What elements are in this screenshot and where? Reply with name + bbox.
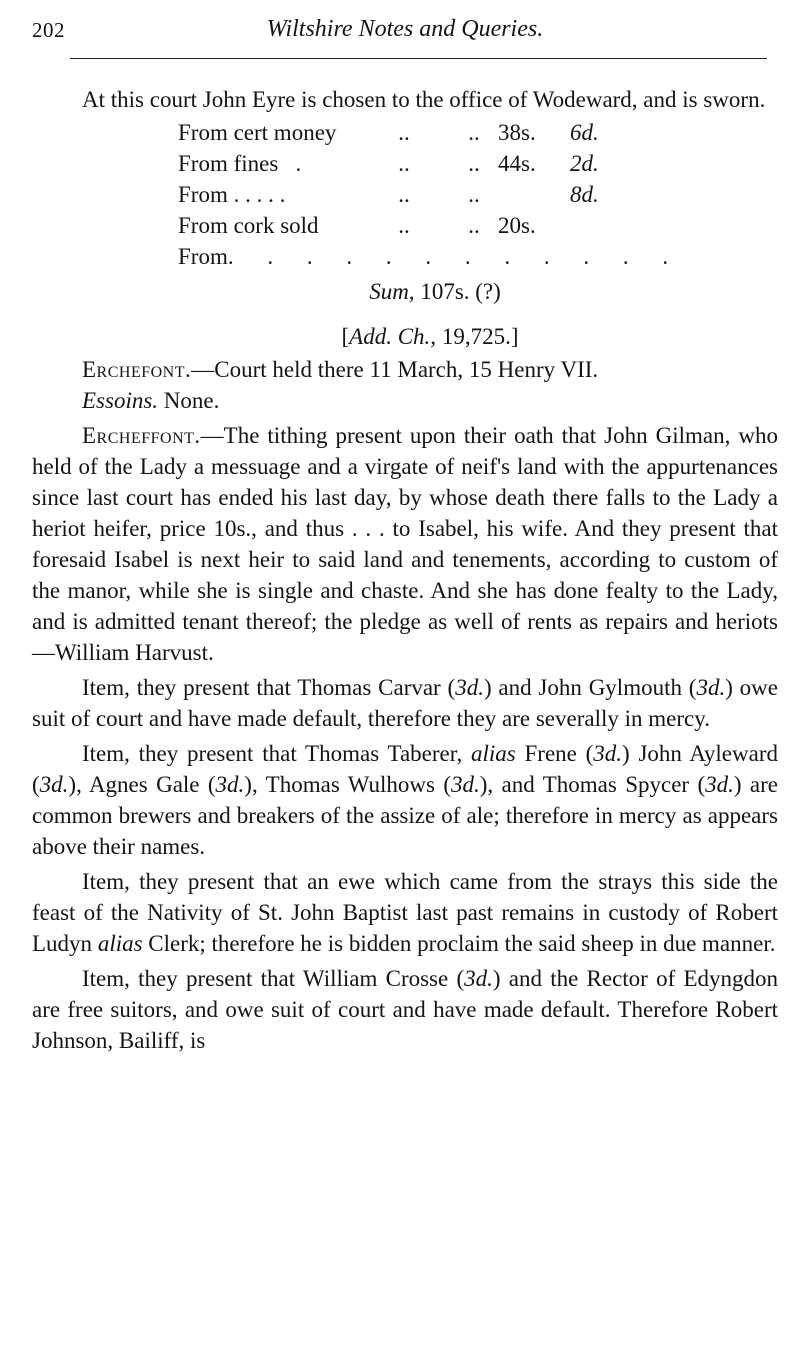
leader-dots: .. (468, 120, 480, 145)
shillings-value: 38s. (498, 120, 536, 145)
sum-value: 107s. (?) (420, 279, 501, 304)
reference-number: 19,725.] (441, 324, 519, 349)
leader-dots: .. (398, 151, 410, 176)
paragraph-crosse (32, 963, 778, 1056)
text-run: ) and John Gylmouth ( (483, 675, 697, 700)
account-label: From cork sold (178, 213, 319, 238)
leader-dots: .. (398, 213, 410, 238)
account-row (178, 241, 683, 272)
text-run: Item, they present that Thomas Taberer, (82, 741, 471, 766)
shillings-value: 20s. (498, 213, 536, 238)
court-place: Erchefont. (82, 357, 192, 382)
text-run: ) John Ayleward ( (32, 741, 778, 797)
leader-dots: .. (468, 213, 480, 238)
accounts-table (178, 117, 683, 272)
court-line (32, 354, 778, 385)
shillings-value: 44s. (498, 151, 536, 176)
text-run: Item, they present that Thomas Carvar ( (82, 675, 456, 700)
fine-amount: 3d. (593, 741, 623, 766)
paragraph-brewers (32, 738, 778, 862)
text-run: ), Agnes Gale ( (68, 772, 216, 797)
fine-amount: 3d. (705, 772, 734, 797)
text-run: Frene ( (515, 741, 594, 766)
court-text: —Court held there 11 March, 15 Henry VII. (191, 357, 599, 382)
fine-amount: 3d. (696, 675, 726, 700)
account-label: From cert money (178, 120, 337, 145)
alias-word: alias (471, 741, 516, 766)
pence-value: 6d. (570, 120, 599, 145)
account-row (178, 148, 648, 179)
paragraph-ewe (32, 866, 778, 959)
reference-line (32, 321, 778, 352)
account-row (178, 117, 648, 148)
page-number: 202 (32, 18, 65, 42)
paragraph-text: —The tithing present upon their oath that John Gilman, who held of the Lady a messuage and a virgate of neif's land with the appurtenances since last court has ended his last day, by whose death there falls to the Lady a heriot heifer, price 10s., and thus . . . to Isabel, his wife. And they present that foresaid Isabel is next heir to said land and tenements, according to custom of the manor, while she is single and chaste. And she has done fealty to the Lady, and is admitted tenant thereof; the pledge as well of rents as repairs and heriots—William Harvust. (32, 423, 778, 665)
pence-value: 8d. (570, 182, 599, 207)
leader-dots: . . . . . . . . . . . . (227, 244, 683, 269)
text-run: ), and Thomas Spycer ( (479, 772, 706, 797)
account-label: From (178, 244, 228, 269)
reference-title: Add. Ch., (349, 324, 437, 349)
leader-dots: .. (468, 151, 480, 176)
leader-dots: .. (398, 120, 410, 145)
text-run: ), Thomas Wulhows ( (244, 772, 452, 797)
running-title: Wiltshire Notes and Queries. (266, 16, 544, 42)
fine-amount: 3d. (451, 772, 480, 797)
account-row (178, 179, 648, 210)
text-run: ) are common brewers and breakers of the assize of ale; therefore in mercy as appears above their names. (32, 772, 778, 859)
text-run: Clerk; therefore he is bidden proclaim the said sheep in due manner. (142, 931, 776, 956)
fine-amount: 3d. (455, 675, 484, 700)
intro-paragraph: At this court John Eyre is chosen to the office of Wodeward, and is sworn. (82, 87, 766, 112)
essoins-line (32, 385, 778, 416)
account-row (178, 210, 648, 241)
leader-dots: .. (468, 182, 480, 207)
alias-word: alias (97, 931, 143, 956)
fine-amount: 3d. (39, 772, 69, 797)
paragraph-carvar (32, 672, 778, 734)
text-run: ) and the Rector of Edyngdon are free suitors, and owe suit of court and have made default. Therefore Robert Johnson, Bailiff, is (32, 966, 779, 1053)
fine-amount: 3d. (215, 772, 245, 797)
paragraph-ercheffont (32, 420, 778, 668)
paragraph-place: Ercheffont. (82, 423, 201, 448)
text-run: ) owe suit of court and have made default, therefore they are severally in mercy. (32, 675, 778, 731)
sum-label: Sum, (369, 279, 415, 304)
pence-value: 2d. (570, 151, 599, 176)
header-rule (70, 58, 767, 59)
page-header (32, 16, 778, 46)
sum-line (32, 276, 778, 307)
fine-amount: 3d. (464, 966, 493, 991)
text-run: Item, they present that William Crosse ( (82, 966, 465, 991)
account-label: From . . . . . (178, 182, 286, 207)
essoins-label: Essoins. (82, 388, 159, 413)
bracket-open: [ (341, 324, 350, 349)
leader-dots: .. (398, 182, 410, 207)
account-label: From fines . (178, 151, 302, 176)
page-body (32, 84, 778, 1056)
essoins-value: None. (163, 388, 220, 413)
text-run: Item, they present that an ewe which came from the strays this side the feast of the Nativity of St. John Baptist last past remains in custody of Robert Ludyn (32, 869, 778, 956)
